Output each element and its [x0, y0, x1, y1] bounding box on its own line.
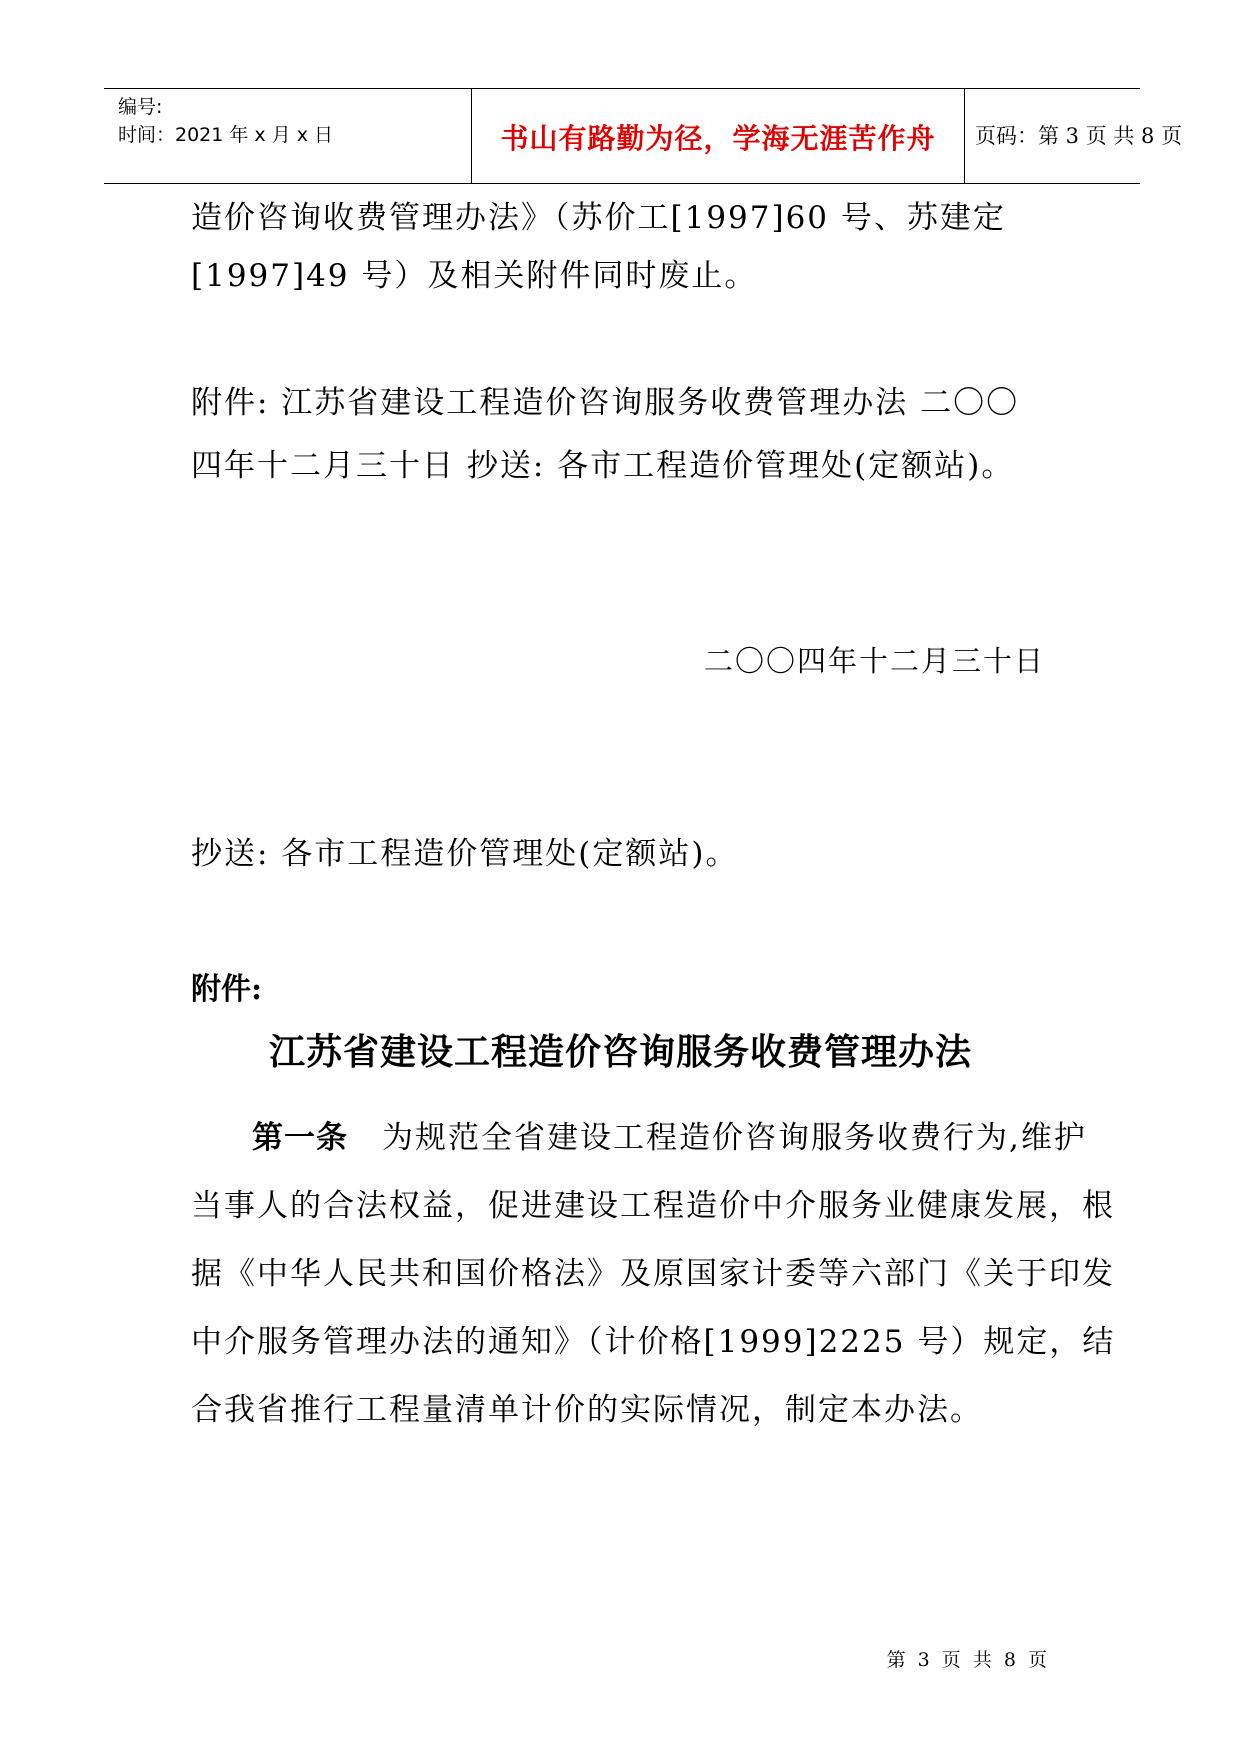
document-time: 时间：2021 年 x 月 x 日 — [118, 124, 334, 146]
attachment-label: 附件: — [191, 972, 263, 1007]
header-motto-cell — [471, 89, 965, 183]
header-motto: 书山有路勤为径，学海无涯苦作舟 — [500, 122, 936, 155]
article-1-line-4: 中介服务管理办法的通知》（计价格[1999]2225 号）规定，结 — [191, 1324, 1116, 1360]
paragraph-1-line-1: 造价咨询收费管理办法》（苏价工[1997]60 号、苏建定 — [191, 200, 1006, 236]
article-1-line-1 — [252, 1118, 1087, 1158]
issue-date: 二〇〇四年十二月三十日 — [703, 644, 1045, 678]
page-footer: 第 3 页 共 8 页 — [886, 1649, 1050, 1671]
paragraph-2-line-1: 附件: 江苏省建设工程造价咨询服务收费管理办法 二〇〇 — [191, 385, 1020, 421]
document-number: 编号: — [118, 96, 163, 118]
header-page-info: 页码：第 3 页 共 8 页 — [975, 124, 1183, 148]
document-title: 江苏省建设工程造价咨询服务收费管理办法 — [268, 1031, 972, 1073]
paragraph-1-line-2: [1997]49 号）及相关附件同时废止。 — [191, 258, 758, 294]
article-1-label: 第一条 — [252, 1120, 348, 1156]
header-page-cell — [965, 89, 1183, 183]
article-1-text-1: 为规范全省建设工程造价咨询服务收费行为,维护 — [382, 1120, 1087, 1156]
cc-line: 抄送: 各市工程造价管理处(定额站)。 — [191, 836, 739, 872]
document-header — [104, 88, 1183, 184]
article-1-line-2: 当事人的合法权益，促进建设工程造价中介服务业健康发展，根 — [191, 1188, 1115, 1224]
header-meta — [118, 93, 468, 179]
paragraph-2-line-2: 四年十二月三十日 抄送: 各市工程造价管理处(定额站)。 — [191, 448, 1015, 484]
article-1-line-5: 合我省推行工程量清单计价的实际情况，制定本办法。 — [191, 1392, 983, 1428]
article-1-line-3: 据《中华人民共和国价格法》及原国家计委等六部门《关于印发 — [191, 1256, 1115, 1292]
